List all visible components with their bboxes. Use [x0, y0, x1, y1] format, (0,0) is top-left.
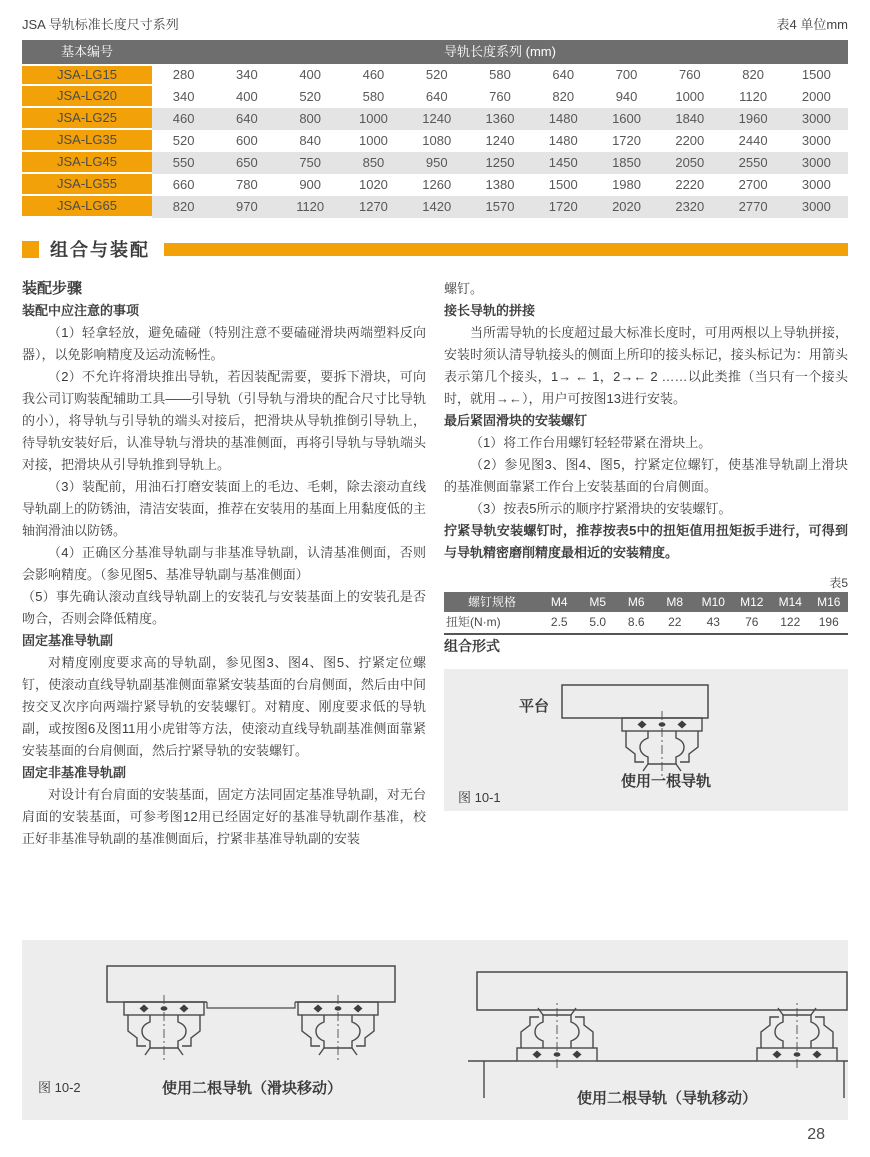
t4-cell: 640: [425, 89, 448, 104]
t4-cell: 2020: [595, 196, 658, 218]
t4-cell: 3000: [801, 133, 831, 148]
t4-cell: 1450: [532, 152, 595, 174]
paragraph: （3）装配前，用油石打磨安装面上的毛边、毛刺，除去滚动直线导轨副上的防锈油，清洁安装面，推荐在安装用的基面上用黏度低的主轴润滑油以防锈。: [22, 479, 426, 538]
t4-cell: 1500: [801, 67, 831, 82]
t4-cell: 1500: [548, 177, 578, 192]
t4-cell: 2700: [738, 177, 768, 192]
t4-cell: 940: [615, 89, 638, 104]
paragraph: 对精度刚度要求高的导轨副，参见图3、图4、图5、拧紧定位螺钉，使滚动直线导轨副基准侧面靠紧安装基面的台肩侧面，然后由中间按交叉次序向两端拧紧导轨的安装螺钉。对精度、刚度要求低的导轨副，或按图6及图11用小虎钳等方法，使滚动直线导轨副基准侧面靠紧安装基面的台肩侧面，然后拧紧导轨的安装螺钉。: [22, 655, 426, 758]
t4-cell: 2770: [721, 196, 784, 218]
heading-assembly-steps: 装配步骤: [22, 280, 83, 297]
t4-cell: 1980: [612, 177, 641, 192]
section-title: 组合与装配: [50, 240, 150, 260]
t4-cell: 970: [215, 196, 278, 218]
t4-cell: 1480: [548, 133, 578, 148]
heading-final-tightening: 最后紧固滑块的安装螺钉: [444, 413, 588, 428]
t5-header: M12: [733, 592, 772, 612]
table4-row-label: JSA-LG65: [22, 196, 152, 218]
t4-cell: 2050: [658, 152, 721, 174]
figure-label: 图 10-2: [38, 1080, 81, 1095]
figure-caption: 使用一根导轨: [620, 773, 712, 790]
table4-row-label: JSA-LG45: [22, 152, 152, 174]
t4-cell: 400: [236, 89, 258, 104]
table4-row-label: JSA-LG35: [22, 130, 152, 152]
t4-cell: 1120: [739, 89, 768, 104]
t5-header: M4: [540, 592, 579, 612]
t4-cell: 1270: [342, 196, 405, 218]
figure-caption: 使用二根导轨（导轨移动）: [576, 1090, 758, 1107]
bottom-figures-panel: [22, 940, 848, 1120]
paragraph: （4）正确区分基准导轨副与非基准导轨副，认清基准侧面，否则会影响精度。（参见图5、基准导轨副与基准侧面）: [22, 545, 426, 582]
t4-cell: 700: [615, 67, 638, 82]
table5-label: 表5: [829, 576, 848, 590]
figure-10-1: [444, 669, 848, 811]
t5-cell: 5.0: [589, 615, 607, 629]
t4-cell: 1240: [485, 133, 515, 148]
t4-cell: 280: [172, 67, 195, 82]
t5-cell: 22: [668, 615, 682, 629]
torque-table-block: [444, 574, 848, 635]
figure-caption: 使用二根导轨（滑块移动）: [161, 1080, 343, 1097]
paragraph: （3）按表5所示的顺序拧紧滑块的安装螺钉。: [470, 501, 732, 516]
paragraph: （5）事先确认滚动直线导轨副上的安装孔与安装基面上的安装孔是否吻合，否则会降低精度。: [22, 589, 426, 626]
t4-cell: 520: [172, 133, 195, 148]
t4-cell: 2200: [675, 133, 705, 148]
t4-cell: 840: [299, 133, 322, 148]
t4-cell: 600: [236, 133, 258, 148]
t4-cell: 2220: [675, 177, 705, 192]
paragraph: 当所需导轨的长度超过最大标准长度时，可用两根以上导轨拼接，安装时须认清导轨接头的侧面上所印的接头标记，接头标记为：用箭头表示第几个接头，1→ ← 1，2→← 2 ……以此类推（当只有一个接头时，就用→←），用户可按图13进行安装。: [444, 325, 848, 406]
t4-cell: 3000: [785, 196, 848, 218]
t4-cell: 950: [405, 152, 468, 174]
t4-cell: 820: [552, 89, 575, 104]
t4-cell: 2000: [801, 89, 831, 104]
t4-cell: 1380: [485, 177, 515, 192]
t4-cell: 640: [552, 67, 575, 82]
t4-cell: 1120: [279, 196, 342, 218]
t5-cell: 76: [745, 615, 759, 629]
document-page: [0, 14, 870, 850]
t4-cell: 760: [489, 89, 511, 104]
t4-cell: 1720: [612, 133, 641, 148]
t4-cell: 1000: [358, 133, 388, 148]
t4-cell: 1020: [358, 177, 388, 192]
t4-cell: 820: [742, 67, 764, 82]
orange-square-icon: [22, 241, 39, 258]
t4-cell: 460: [362, 67, 385, 82]
heading-assembly-notes: 装配中应注意的事项: [22, 303, 140, 318]
t4-cell: 3000: [785, 108, 848, 130]
platform-label: 平台: [519, 698, 550, 715]
single-rail-diagram: [444, 669, 848, 811]
t5-header: 螺钉规格: [444, 592, 540, 612]
page-title: JSA 导轨标准长度尺寸系列: [22, 17, 179, 32]
table4-row-label: JSA-LG20: [22, 86, 152, 108]
paragraph: （2）不允许将滑块推出导轨，若因装配需要，要拆下滑块，可向我公司订购装配辅助工具——引导轨（引导轨与滑块的配合尺寸比导轨的小），将导轨与引导轨的端头对接后，把滑块从导轨推倒引导轨上，待导轨安装好后，认准导轨与滑块的基准侧面，再将引导轨与导轨端头对接，把滑块从引导轨推到导轨上。: [22, 369, 426, 472]
fig-10-3-drawing: [468, 972, 848, 1098]
t4-cell: 820: [152, 196, 215, 218]
t4-cell: 340: [172, 89, 195, 104]
body-columns: [22, 278, 848, 850]
t4-cell: 1850: [595, 152, 658, 174]
t4-cell: 760: [678, 67, 701, 82]
t4-cell: 2320: [658, 196, 721, 218]
t4-cell: 2550: [721, 152, 784, 174]
t4-cell: 1840: [658, 108, 721, 130]
table4-row-label: JSA-LG55: [22, 174, 152, 196]
t5-cell: 8.6: [627, 615, 645, 629]
t4-cell: 1720: [532, 196, 595, 218]
t4-cell: 580: [362, 89, 385, 104]
t5-cell: 2.5: [550, 615, 568, 629]
table4-unit-label: 表4 单位mm: [776, 17, 848, 32]
t5-row-label: 扭矩(N·m): [446, 615, 501, 629]
t4-cell: 1960: [721, 108, 784, 130]
t5-header: M6: [617, 592, 656, 612]
t5-cell: 43: [706, 615, 720, 629]
fig-10-2-drawing: [107, 966, 395, 1060]
paragraph-continuation: 螺钉。: [444, 281, 484, 296]
t4-cell: 1000: [675, 89, 705, 104]
heading-fix-nonreference-rail: 固定非基准导轨副: [22, 765, 127, 780]
heading-combination-forms: 组合形式: [444, 638, 500, 654]
orange-rule: [164, 243, 848, 256]
t4-cell: 1480: [532, 108, 595, 130]
heading-fix-reference-rail: 固定基准导轨副: [22, 633, 114, 648]
paragraph: （2）参见图3、图4、图5，拧紧定位螺钉，使基准导轨副上滑块的基准侧面靠紧工作台上安装基面的台肩侧面。: [444, 457, 848, 494]
section-header: [22, 240, 848, 258]
t4-cell: 520: [299, 89, 322, 104]
paragraph: （1）轻拿轻放，避免磕碰（特别注意不要磕碰滑块两端塑料反向器），以免影响精度及运动流畅性。: [22, 325, 426, 362]
t5-header: M5: [579, 592, 618, 612]
t4-cell: 1360: [468, 108, 531, 130]
t5-header: M14: [771, 592, 810, 612]
t4-cell: 580: [489, 67, 511, 82]
t4-cell: 800: [279, 108, 342, 130]
t4-cell: 1240: [405, 108, 468, 130]
t4-cell: 650: [215, 152, 278, 174]
t5-cell: 196: [818, 615, 839, 629]
t4-cell: 2440: [738, 133, 768, 148]
figure-label: 图 10-1: [458, 790, 501, 805]
torque-note: 拧紧导轨安装螺钉时，推荐按表5中的扭矩值用扭矩扳手进行，可得到与导轨精密磨削精度最相近的安装精度。: [444, 523, 848, 560]
t4-cell: 1260: [422, 177, 452, 192]
t4-cell: 3000: [801, 177, 831, 192]
table4-row-label: JSA-LG15: [22, 64, 152, 86]
dual-rail-diagrams: [22, 940, 848, 1120]
t5-header: M8: [656, 592, 695, 612]
t4-cell: 1080: [422, 133, 452, 148]
document-header: [22, 14, 848, 33]
rail-length-table: [22, 40, 848, 218]
right-column: [444, 278, 848, 850]
t4-cell: 1570: [468, 196, 531, 218]
torque-table: [444, 592, 848, 635]
heading-rail-joining: 接长导轨的拼接: [444, 303, 536, 318]
table4-row-label: JSA-LG25: [22, 108, 152, 130]
t4-cell: 660: [172, 177, 195, 192]
t4-cell: 520: [425, 67, 448, 82]
t5-header: M16: [810, 592, 849, 612]
paragraph: 对设计有台肩面的安装基面，固定方法同固定基准导轨副，对无台肩面的安装基面，可参考图12用已经固定好的基准导轨副作基准，校正好非基准导轨副的基准侧面后，拧紧非基准导轨副的安装: [22, 787, 426, 846]
t4-cell: 550: [152, 152, 215, 174]
t4-cell: 900: [299, 177, 322, 192]
t5-header: M10: [694, 592, 733, 612]
t4-cell: 3000: [785, 152, 848, 174]
t4-cell: 750: [279, 152, 342, 174]
t4-cell: 850: [342, 152, 405, 174]
t4-cell: 400: [299, 67, 322, 82]
t4-cell: 1000: [342, 108, 405, 130]
paragraph: （1）将工作台用螺钉轻轻带紧在滑块上。: [470, 435, 712, 450]
t4-cell: 340: [236, 67, 258, 82]
t4-cell: 1600: [595, 108, 658, 130]
table4-header-model: 基本编号: [22, 40, 152, 64]
t4-cell: 780: [236, 177, 258, 192]
table4-header-lengths: 导轨长度系列 (mm): [152, 40, 848, 64]
t4-cell: 1420: [405, 196, 468, 218]
t4-cell: 640: [215, 108, 278, 130]
left-column: [22, 278, 426, 850]
t4-cell: 1250: [468, 152, 531, 174]
t5-cell: 122: [780, 615, 801, 629]
t4-cell: 460: [152, 108, 215, 130]
page-number: 28: [807, 1126, 825, 1143]
